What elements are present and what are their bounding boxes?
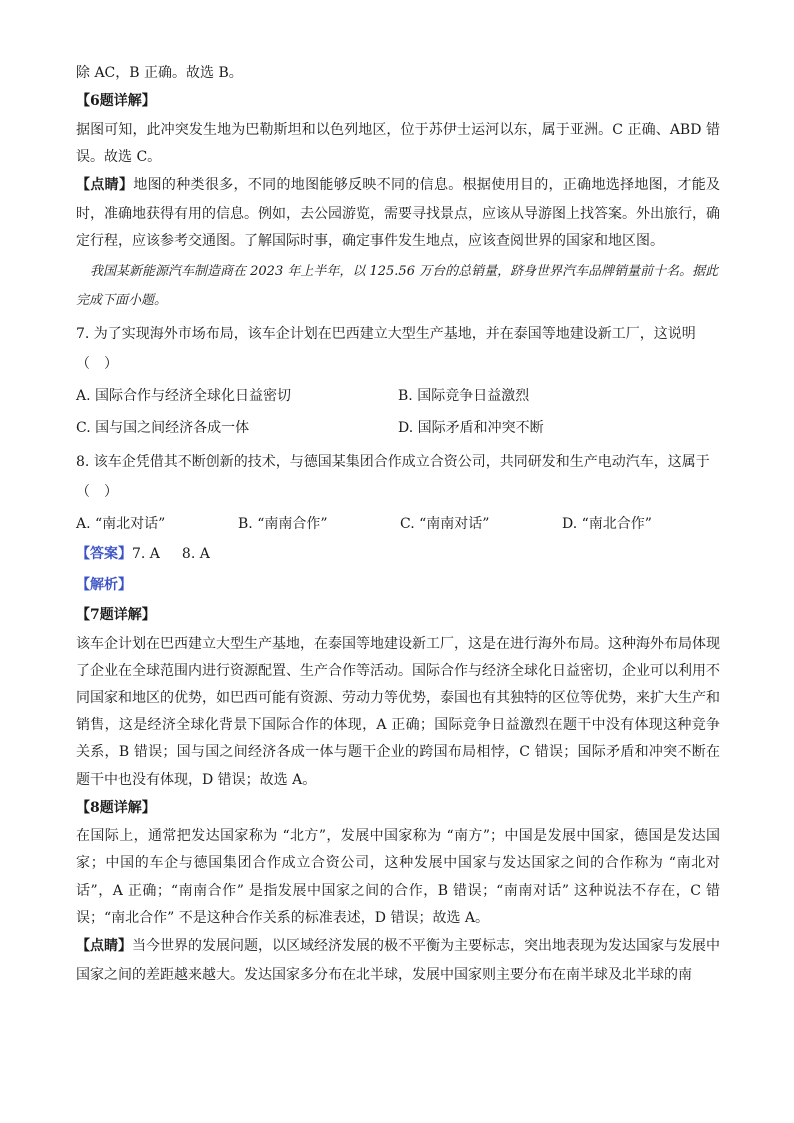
q7-options-row-2 xyxy=(76,413,720,443)
material-passage: 我国某新能源汽车制造商在 2023 年上半年，以 125.56 万台的总销量，跻身世界汽车品牌销量前十名。据此完成下面小题。 xyxy=(76,264,719,309)
q8-options-row xyxy=(76,509,720,539)
q8-option-c: C. “南南对话” xyxy=(400,516,490,533)
tip-paragraph-2 xyxy=(76,932,720,989)
section-heading-q6: 【6题详解】 xyxy=(76,93,156,110)
q7-option-b: B. 国际竞争日益激烈 xyxy=(398,388,530,405)
q8-option-b: B. “南南合作” xyxy=(238,516,328,533)
section-heading-q8: 【8题详解】 xyxy=(76,799,156,816)
analysis-tag: 【解析】 xyxy=(76,577,132,594)
answer-7: 7. A xyxy=(132,546,160,563)
answer-tag: 【答案】 xyxy=(76,546,132,563)
q8-option-d: D. “南北合作” xyxy=(562,516,652,533)
text-line: 除 AC，B 正确。故选 B。 xyxy=(76,65,243,81)
tip-tag: 【点睛】 xyxy=(76,177,134,194)
document-page xyxy=(76,60,720,989)
q8-option-a: A. “南北对话” xyxy=(76,516,166,533)
tip-tag: 【点睛】 xyxy=(76,938,132,955)
q7-option-a: A. 国际合作与经济全球化日益密切 xyxy=(76,388,292,405)
q7-options-row-1 xyxy=(76,381,720,411)
section-heading-q7: 【7题详解】 xyxy=(76,607,156,624)
question-8: 8. 该车企凭借其不断创新的技术，与德国某集团合作成立合资公司，共同研发和生产电动汽车，这属于（ ） xyxy=(76,454,710,501)
q7-option-c: C. 国与国之间经济各成一体 xyxy=(76,420,250,437)
answer-8: 8. A xyxy=(181,546,210,563)
tip-text: 地图的种类很多，不同的地图能够反映不同的信息。根据使用目的，正确地选择地图，才能及时，准确地获得有用的信息。例如，去公园游览，需要寻找景点，应该从导游图上找答案。外出旅行，确定行程，应该参考交通图。了解国际时事，确定事件发生地点，应该查阅世界的国家和地区图。 xyxy=(76,177,721,249)
question-7: 7. 为了实现海外市场布局，该车企计划在巴西建立大型生产基地，并在泰国等地建设新工厂，这说明（ ） xyxy=(76,326,696,373)
answer-row xyxy=(76,539,720,570)
tip-paragraph-1 xyxy=(76,171,720,255)
tip-text: 当今世界的发展问题，以区域经济发展的极不平衡为主要标志，突出地表现为发达国家与发展中国家之间的差距越来越大。发达国家多分布在北半球，发展中国家则主要分布在南半球及北半球的南 xyxy=(76,938,720,983)
q7-option-d: D. 国际矛盾和冲突不断 xyxy=(398,420,544,437)
q6-explanation: 据图可知，此冲突发生地为巴勒斯坦和以色列地区，位于苏伊士运河以东，属于亚洲。C 正确、ABD 错误。故选 C。 xyxy=(76,121,720,165)
q8-explanation: 在国际上，通常把发达国家称为 “北方”，发展中国家称为 “南方”；中国是发展中国家，德国是发达国家；中国的车企与德国集团合作成立合资公司，这种发展中国家与发达国家之间的合作称为 “南北对话”，A 正确；“南南合作” 是指发展中国家之间的合作，B 错误；“南南对话” 这种说法不存在，C 错误；“南北合作” 不是这种合作关系的标准表述，D 错误；故选 A。 xyxy=(76,828,720,926)
q7-explanation: 该车企计划在巴西建立大型生产基地，在泰国等地建设新工厂，这是在进行海外布局。这种海外布局体现了企业在全球范围内进行资源配置、生产合作等活动。国际合作与经济全球化日益密切，企业可以利用不同国家和地区的优势，如巴西可能有资源、劳动力等优势，泰国也有其独特的区位等优势，来扩大生产和销售，这是经济全球化背景下国际合作的体现，A 正确；国际竞争日益激烈在题干中没有体现这种竞争关系，B 错误；国与国之间经济各成一体与题干企业的跨国布局相悖，C 错误；国际矛盾和冲突不断在题干中也没有体现，D 错误；故选 A。 xyxy=(76,635,720,788)
